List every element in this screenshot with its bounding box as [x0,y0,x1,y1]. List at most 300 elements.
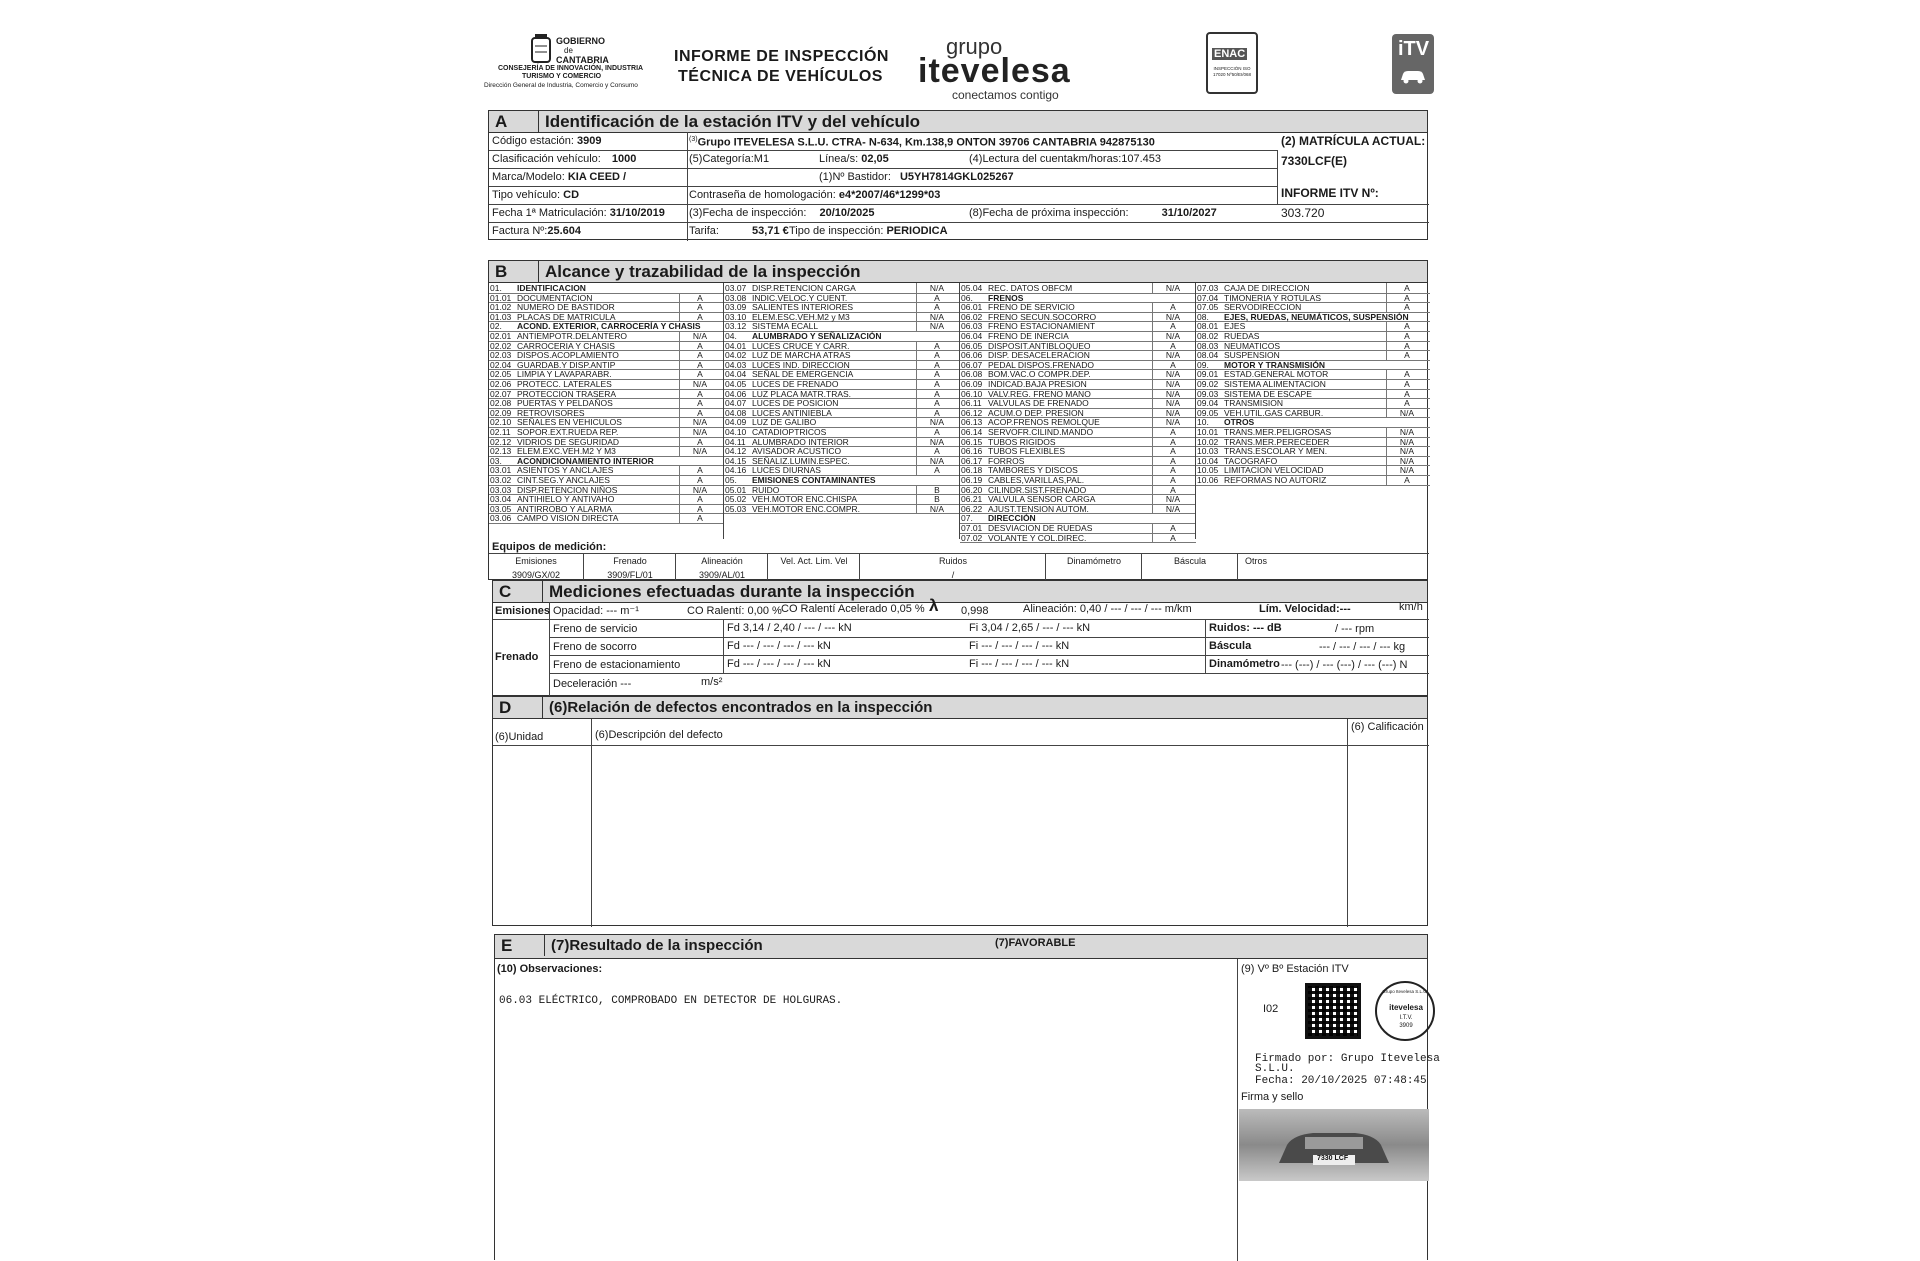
item-label: SISTEMA ALIMENTACION [1224,379,1326,389]
item-label: INDICAD.BAJA PRESION [988,379,1087,389]
equipo-cell [1141,554,1238,582]
station-stamp [1375,981,1435,1041]
item-code: 09.01 [1197,369,1219,380]
section-a [488,110,1428,240]
item-code: 09. [1197,359,1209,370]
item-label: DIRECCIÓN [988,513,1036,524]
item-code: 02. [490,321,502,332]
item-code: 03.09 [725,302,747,313]
item-code: 03.05 [490,503,512,514]
item-label: ALUMBRADO Y SEÑALIZACIÓN [752,331,882,341]
item-label: INDIC.VELOC.Y CUENT. [752,292,848,303]
item-label: CILINDR.SIST.FRENADO [988,484,1087,495]
item-code: 06.02 [961,311,983,322]
item-label: TAMBORES Y DISCOS [988,465,1078,476]
item-code: 09.04 [1197,398,1219,409]
item-code: 02.03 [490,350,512,361]
item-code: 10. [1197,417,1209,428]
stamp-itv: I.T.V. [1399,1015,1413,1021]
item-label: SUSPENSION [1224,350,1280,361]
item-label: FRENO ESTACIONAMIENT [988,321,1096,332]
item-label: REFORMAS NO AUTORIZ [1224,475,1327,485]
gov-line2: de [564,46,573,55]
item-label: LUCES DIURNAS [752,465,821,476]
item-code: 07.02 [961,532,983,543]
equipo-value: / [951,570,955,580]
plate-text: 7330 LCF [1317,1155,1349,1162]
lambda-value: 0,998 [961,605,989,617]
itv-badge [1392,34,1434,94]
item-label: ACUM.O DEP. PRESION [988,407,1084,418]
marca-modelo [492,171,626,184]
fecha1-value: 31/10/2019 [609,207,665,219]
dinamometro-value: --- (---) / --- (---) / --- (---) N [1281,659,1408,671]
item-label: REC. DATOS OBFCM [988,283,1073,293]
clasificacion [492,153,636,166]
col-unidad: (6)Unidad [495,731,544,743]
item-label: LUCES CRUCE Y CARR. [752,340,850,351]
deceleracion: Deceleración --- [553,678,632,690]
item-code: 03.06 [490,513,512,524]
station-sup: (3) [689,136,698,143]
item-result: A [1152,475,1193,485]
item-label: LUZ DE GALIBO [752,417,817,428]
tarifa-value: 53,71 [752,225,780,237]
categoria: (5)Categoría:M1 [689,153,770,165]
car-silhouette-icon [1269,1123,1399,1173]
item-result: A [916,389,957,399]
item-result: A [916,369,957,379]
item-label: LUCES DE FRENADO [752,379,839,389]
checklist-row [489,513,723,524]
equipo-value: 3909/AL/01 [698,570,746,580]
item-label: LUCES DE POSICION [752,398,839,409]
item-label: AVISADOR ACUSTICO [752,446,842,457]
firmado-line3: Fecha: 20/10/2025 07:48:45 [1255,1075,1427,1087]
item-code: 04.16 [725,465,747,476]
item-code: 10.03 [1197,446,1219,457]
homologacion [689,189,940,202]
item-code: 09.02 [1197,379,1219,389]
item-code: 06.06 [961,350,983,361]
codigo-value: 3909 [577,135,602,147]
item-result: N/A [916,437,957,447]
item-code: 08. [1197,311,1209,322]
stamp-top: Grupo Itevelesa S.L.U. [1382,989,1428,994]
item-result: A [1386,398,1427,408]
item-code: 05.01 [725,484,747,495]
fechainsp-value: 20/10/2025 [819,207,875,219]
item-result: A [1386,341,1427,351]
item-code: 06.16 [961,446,983,457]
equipo-value: 3909/FL/01 [607,570,653,580]
item-result: N/A [1152,331,1193,341]
item-label: VEH.MOTOR ENC.COMPR. [752,503,860,514]
item-result: N/A [916,283,957,293]
item-code: 04. [725,331,737,341]
item-result: A [1152,437,1193,447]
item-result: N/A [679,427,720,437]
section-c-title: Mediciones efectuadas durante la inspección [549,582,915,601]
item-code: 10.02 [1197,436,1219,447]
equipo-cell [675,554,768,582]
item-label: PUERTAS Y PELDAÑOS [517,398,613,409]
item-result: N/A [1152,494,1193,504]
deceleracion-unit: m/s² [701,676,723,688]
item-label: GUARDAB.Y DISP.ANTIP [517,359,616,370]
item-code: 04.09 [725,417,747,428]
item-label: FRENOS [988,292,1024,303]
item-code: 04.04 [725,369,747,380]
checklist-column [1195,283,1430,539]
item-result: A [679,302,720,312]
item-label: EMISIONES CONTAMINANTES [752,475,876,485]
item-code: 07. [961,513,973,524]
item-result: N/A [1386,446,1427,456]
item-result: N/A [916,504,957,514]
item-code: 06.04 [961,331,983,341]
item-result: A [916,379,957,389]
section-d [492,696,1428,926]
informe-label: INFORME ITV Nº: [1281,186,1379,200]
lim-velocidad-unit: km/h [1399,601,1423,613]
item-code: 04.07 [725,398,747,409]
item-result: A [679,360,720,370]
factura [492,225,581,238]
item-code: 04.11 [725,436,746,447]
brand-tagline: conectamos contigo [952,88,1059,102]
homolog-label: Contraseña de homologación: [689,189,836,201]
qr-code-icon [1305,983,1361,1039]
codigo-estacion [492,135,602,148]
homolog-value: e4*2007/46*1299*03 [838,189,941,201]
equipo-name: Frenado [613,556,647,566]
equipo-name: Otros [1244,556,1267,566]
item-label: CARROCERIA Y CHASIS [517,340,615,351]
item-result: A [679,437,720,447]
item-label: VOLANTE Y COL.DIREC. [988,532,1087,543]
item-label: DISP.RETENCION CARGA [752,283,856,293]
equipo-cell [767,554,860,582]
item-code: 06.11 [961,398,982,409]
item-code: 03.08 [725,292,747,303]
item-code: 02.01 [490,331,512,341]
item-code: 06.08 [961,369,983,380]
item-label: ALUMBRADO INTERIOR [752,436,849,447]
gov-line1: GOBIERNO [556,36,606,46]
item-result: A [1152,523,1193,533]
item-code: 09.05 [1197,407,1219,418]
item-code: 04.06 [725,388,747,399]
item-code: 02.12 [490,436,512,447]
item-result: A [1386,302,1427,312]
item-code: 03.04 [490,494,512,505]
section-d-letter: D [495,697,543,718]
item-result: A [1386,379,1427,389]
item-code: 03.07 [725,283,747,293]
item-result: A [1152,465,1193,475]
item-label: SERVODIRECCION [1224,302,1302,313]
section-b [488,260,1428,580]
clasif-value: 1000 [611,153,637,165]
item-result: A [679,504,720,514]
item-code: 07.05 [1197,302,1219,313]
factura-value: 25.604 [547,225,582,237]
vb-estacion: (9) Vº Bº Estación ITV [1241,963,1349,975]
item-code: 06.20 [961,484,983,495]
item-code: 01.01 [490,292,512,303]
item-label: SALIENTES INTERIORES [752,302,854,313]
section-d-header [493,697,1427,719]
freno-estacionamiento: Freno de estacionamiento [553,659,681,671]
item-result: N/A [1152,389,1193,399]
equipo-value: 3909/GX/02 [511,570,561,580]
item-code: 06.17 [961,455,983,466]
dinamometro: Dinamómetro [1209,658,1280,670]
item-label: ANTIRROBO Y ALARMA [517,503,613,514]
tipo-value: CD [563,189,580,201]
item-code: 02.11 [490,427,511,437]
item-label: SISTEMA DE ESCAPE [1224,388,1312,399]
item-code: 02.07 [490,388,512,399]
lim-velocidad: Lím. Velocidad:--- [1259,603,1351,615]
item-code: 06.19 [961,475,983,485]
item-label: LUZ PLACA MATR.TRAS. [752,388,852,399]
item-code: 04.03 [725,359,747,370]
section-c [492,580,1428,696]
linea-value: 02,05 [861,153,889,165]
item-result: A [679,513,720,523]
item-label: RUIDO [752,484,780,495]
checklist-row [724,504,960,515]
fechaprox-value: 31/10/2027 [1161,207,1217,219]
item-label: VIDRIOS DE SEGURIDAD [517,436,620,447]
item-label: VEH.UTIL.GAS CARBUR. [1224,407,1324,418]
item-result: A [1152,302,1193,312]
item-result: A [1386,321,1427,331]
car-icon [1398,68,1428,84]
item-result: N/A [1386,408,1427,418]
item-code: 03.02 [490,475,512,485]
item-result: A [1152,321,1193,331]
itv-label: iTV [1398,38,1430,60]
item-label: BOM.VAC.O COMPR.DEP. [988,369,1091,380]
tipo-inspeccion [789,225,948,238]
item-code: 08.04 [1197,350,1219,361]
item-label: CAMPO VISION DIRECTA [517,513,619,524]
col-descripcion: (6)Descripción del defecto [595,729,723,741]
item-result: N/A [1386,465,1427,475]
item-label: FRENO DE INERCIA [988,331,1069,341]
item-label: ESTAD.GENERAL MOTOR [1224,369,1329,380]
item-result: A [1152,533,1193,543]
item-label: SEÑALES EN VEHICULOS [517,417,622,428]
section-b-title: Alcance y trazabilidad de la inspección [545,262,861,281]
item-label: LIMITACION VELOCIDAD [1224,465,1324,476]
item-label: FRENO DE SERVICIO [988,302,1075,313]
item-code: 06.15 [961,436,983,447]
item-result: A [679,465,720,475]
item-result: N/A [1152,283,1193,293]
item-code: 10.06 [1197,475,1219,485]
item-label: ELEM.EXC.VEH.M2 Y M3 [517,446,616,457]
item-label: LUZ DE MARCHA ATRAS [752,350,851,361]
item-code: 10.04 [1197,455,1219,466]
item-code: 03.10 [725,311,747,322]
item-code: 06.12 [961,407,983,418]
item-label: TIMONERIA Y ROTULAS [1224,292,1321,303]
item-code: 03. [490,455,502,466]
equipos-label: Equipos de medición: [492,541,607,553]
section-a-header [489,111,1427,133]
item-result: A [679,398,720,408]
item-result: N/A [1152,379,1193,389]
item-code: 02.04 [490,359,512,370]
item-label: SISTEMA ECALL [752,321,819,332]
item-result: A [1386,369,1427,379]
item-label: VALVULA SENSOR CARGA [988,494,1096,505]
section-a-letter: A [491,111,539,132]
item-result: A [679,408,720,418]
firmado-line1: Firmado por: Grupo Itevelesa [1255,1053,1440,1065]
opacidad: Opacidad: --- m⁻¹ [553,605,639,617]
item-result: N/A [916,321,957,331]
gov-line4: CONSEJERÍA DE INNOVACIÓN, INDUSTRIA [498,65,644,72]
item-label: TUBOS FLEXIBLES [988,446,1065,457]
item-label: LIMPIA Y LAVAPARABR. [517,369,612,380]
ruidos: Ruidos: --- dB [1209,622,1282,634]
tipoinsp-value: PERIODICA [886,225,948,237]
stamp-brand: itevelesa [1389,1003,1423,1012]
factura-label: Factura Nº: [492,225,548,237]
item-label: DISP. DESACELERACION [988,350,1090,361]
item-label: ELEM.ESC.VEH.M2 y M3 [752,311,850,322]
item-result: A [1152,456,1193,466]
bastidor-label: (1)Nº Bastidor: [819,171,891,183]
item-result: A [916,446,957,456]
item-label: DISP.RETENCION NIÑOS [517,484,618,495]
item-label: LUCES ANTINIEBLA [752,407,832,418]
item-label: PROTECCION TRASERA [517,388,617,399]
marca-value: KIA CEED / [567,171,627,183]
tipoinsp-label: Tipo de inspección: [789,225,884,237]
item-code: 05.02 [725,494,747,505]
item-result: A [916,427,957,437]
equipo-cell [1237,554,1274,582]
item-code: 06.22 [961,503,983,514]
item-label: CINT.SEG.Y ANCLAJES [517,475,610,485]
brand-top: grupo [946,34,1003,59]
item-code: 04.08 [725,407,747,418]
item-result: N/A [679,417,720,427]
item-label: AJUST.TENSION AUTOM. [988,503,1089,514]
observaciones-text: 06.03 ELÉCTRICO, COMPROBADO EN DETECTOR DE HOLGURAS. [499,995,843,1007]
item-code: 04.15 [725,455,747,466]
item-result: A [916,360,957,370]
section-a-title: Identificación de la estación ITV y del vehículo [545,112,921,131]
item-code: 06.01 [961,302,983,313]
equipo-cell [859,554,1046,582]
item-label: TACOGRAFO [1224,455,1278,466]
item-result: N/A [1386,437,1427,447]
item-code: 10.01 [1197,427,1219,437]
item-result: A [1152,427,1193,437]
report-title-line1: INFORME DE INSPECCIÓN [674,48,889,65]
item-code: 09.03 [1197,388,1219,399]
alineacion: Alineación: 0,40 / --- / --- / --- m/km [1023,603,1192,615]
item-code: 06.10 [961,388,983,399]
item-label: CABLES,VARILLAS,PAL. [988,475,1085,485]
item-label: OTROS [1224,417,1255,428]
fecha1-label: Fecha 1ª Matriculación: [492,207,607,219]
item-result: N/A [1152,417,1193,427]
item-label: CATADIOPTRICOS [752,427,827,437]
station-code: I02 [1263,1003,1279,1015]
tipo-vehiculo [492,189,579,202]
frenado-label: Frenado [495,651,539,663]
item-label: VALV.REG. FRENO MANO [988,388,1091,399]
item-label: NEUMATICOS [1224,340,1281,351]
checklist-grid [489,283,1429,543]
item-result: N/A [916,417,957,427]
brand-logo: itevelesa [918,52,1071,90]
item-code: 02.08 [490,398,512,409]
item-code: 06.18 [961,465,983,476]
emisiones-label: Emisiones [495,605,551,617]
item-result: N/A [1152,504,1193,514]
item-label: ACOND. EXTERIOR, CARROCERÍA Y CHASIS [517,321,701,332]
tipo-label: Tipo vehículo: [492,189,561,201]
checklist-row [1196,475,1430,486]
checklist-row [960,533,1196,544]
bastidor-value: U5YH7814GKL025267 [899,171,1014,183]
section-d-title: (6)Relación de defectos encontrados en la inspección [549,699,933,716]
item-label: PEDAL DISPOS.FRENADO [988,359,1094,370]
item-result: A [1152,485,1193,495]
item-code: 01.02 [490,302,512,313]
section-c-header [493,581,1427,603]
item-label: TRANS.MER.PERECEDER [1224,436,1330,447]
government-logo [530,34,552,66]
item-result: A [916,293,957,303]
equipo-name: Alineación [701,556,743,566]
item-label: LUCES IND. DIRECCION [752,359,850,370]
fd-estacionamiento: Fd --- / --- / --- / --- kN [727,658,831,670]
item-result: A [679,389,720,399]
item-label: MOTOR Y TRANSMISIÓN [1224,359,1326,370]
item-result: A [1152,360,1193,370]
item-label: RETROVISORES [517,407,585,418]
station-info [689,133,1155,150]
item-code: 05.04 [961,283,983,293]
item-result: A [1386,475,1427,485]
fi-socorro: Fi --- / --- / --- / --- kN [969,640,1070,652]
fecha-proxima [969,207,1217,220]
vehicle-photo [1239,1109,1429,1181]
fecha-inspeccion [689,207,875,220]
tarifa-label: Tarifa: [689,225,719,237]
item-code: 04.01 [725,340,747,351]
item-result: B [916,485,957,495]
section-e [494,934,1440,1260]
item-result: A [916,350,957,360]
gov-line6: Dirección General de Industria, Comercio y Consumo [484,82,638,89]
item-result: N/A [1152,408,1193,418]
item-label: SEÑALIZ.LUMIN.ESPEC. [752,455,850,466]
item-result: A [1386,283,1427,293]
item-code: 06.14 [961,427,983,437]
equipos-table [489,553,1429,582]
